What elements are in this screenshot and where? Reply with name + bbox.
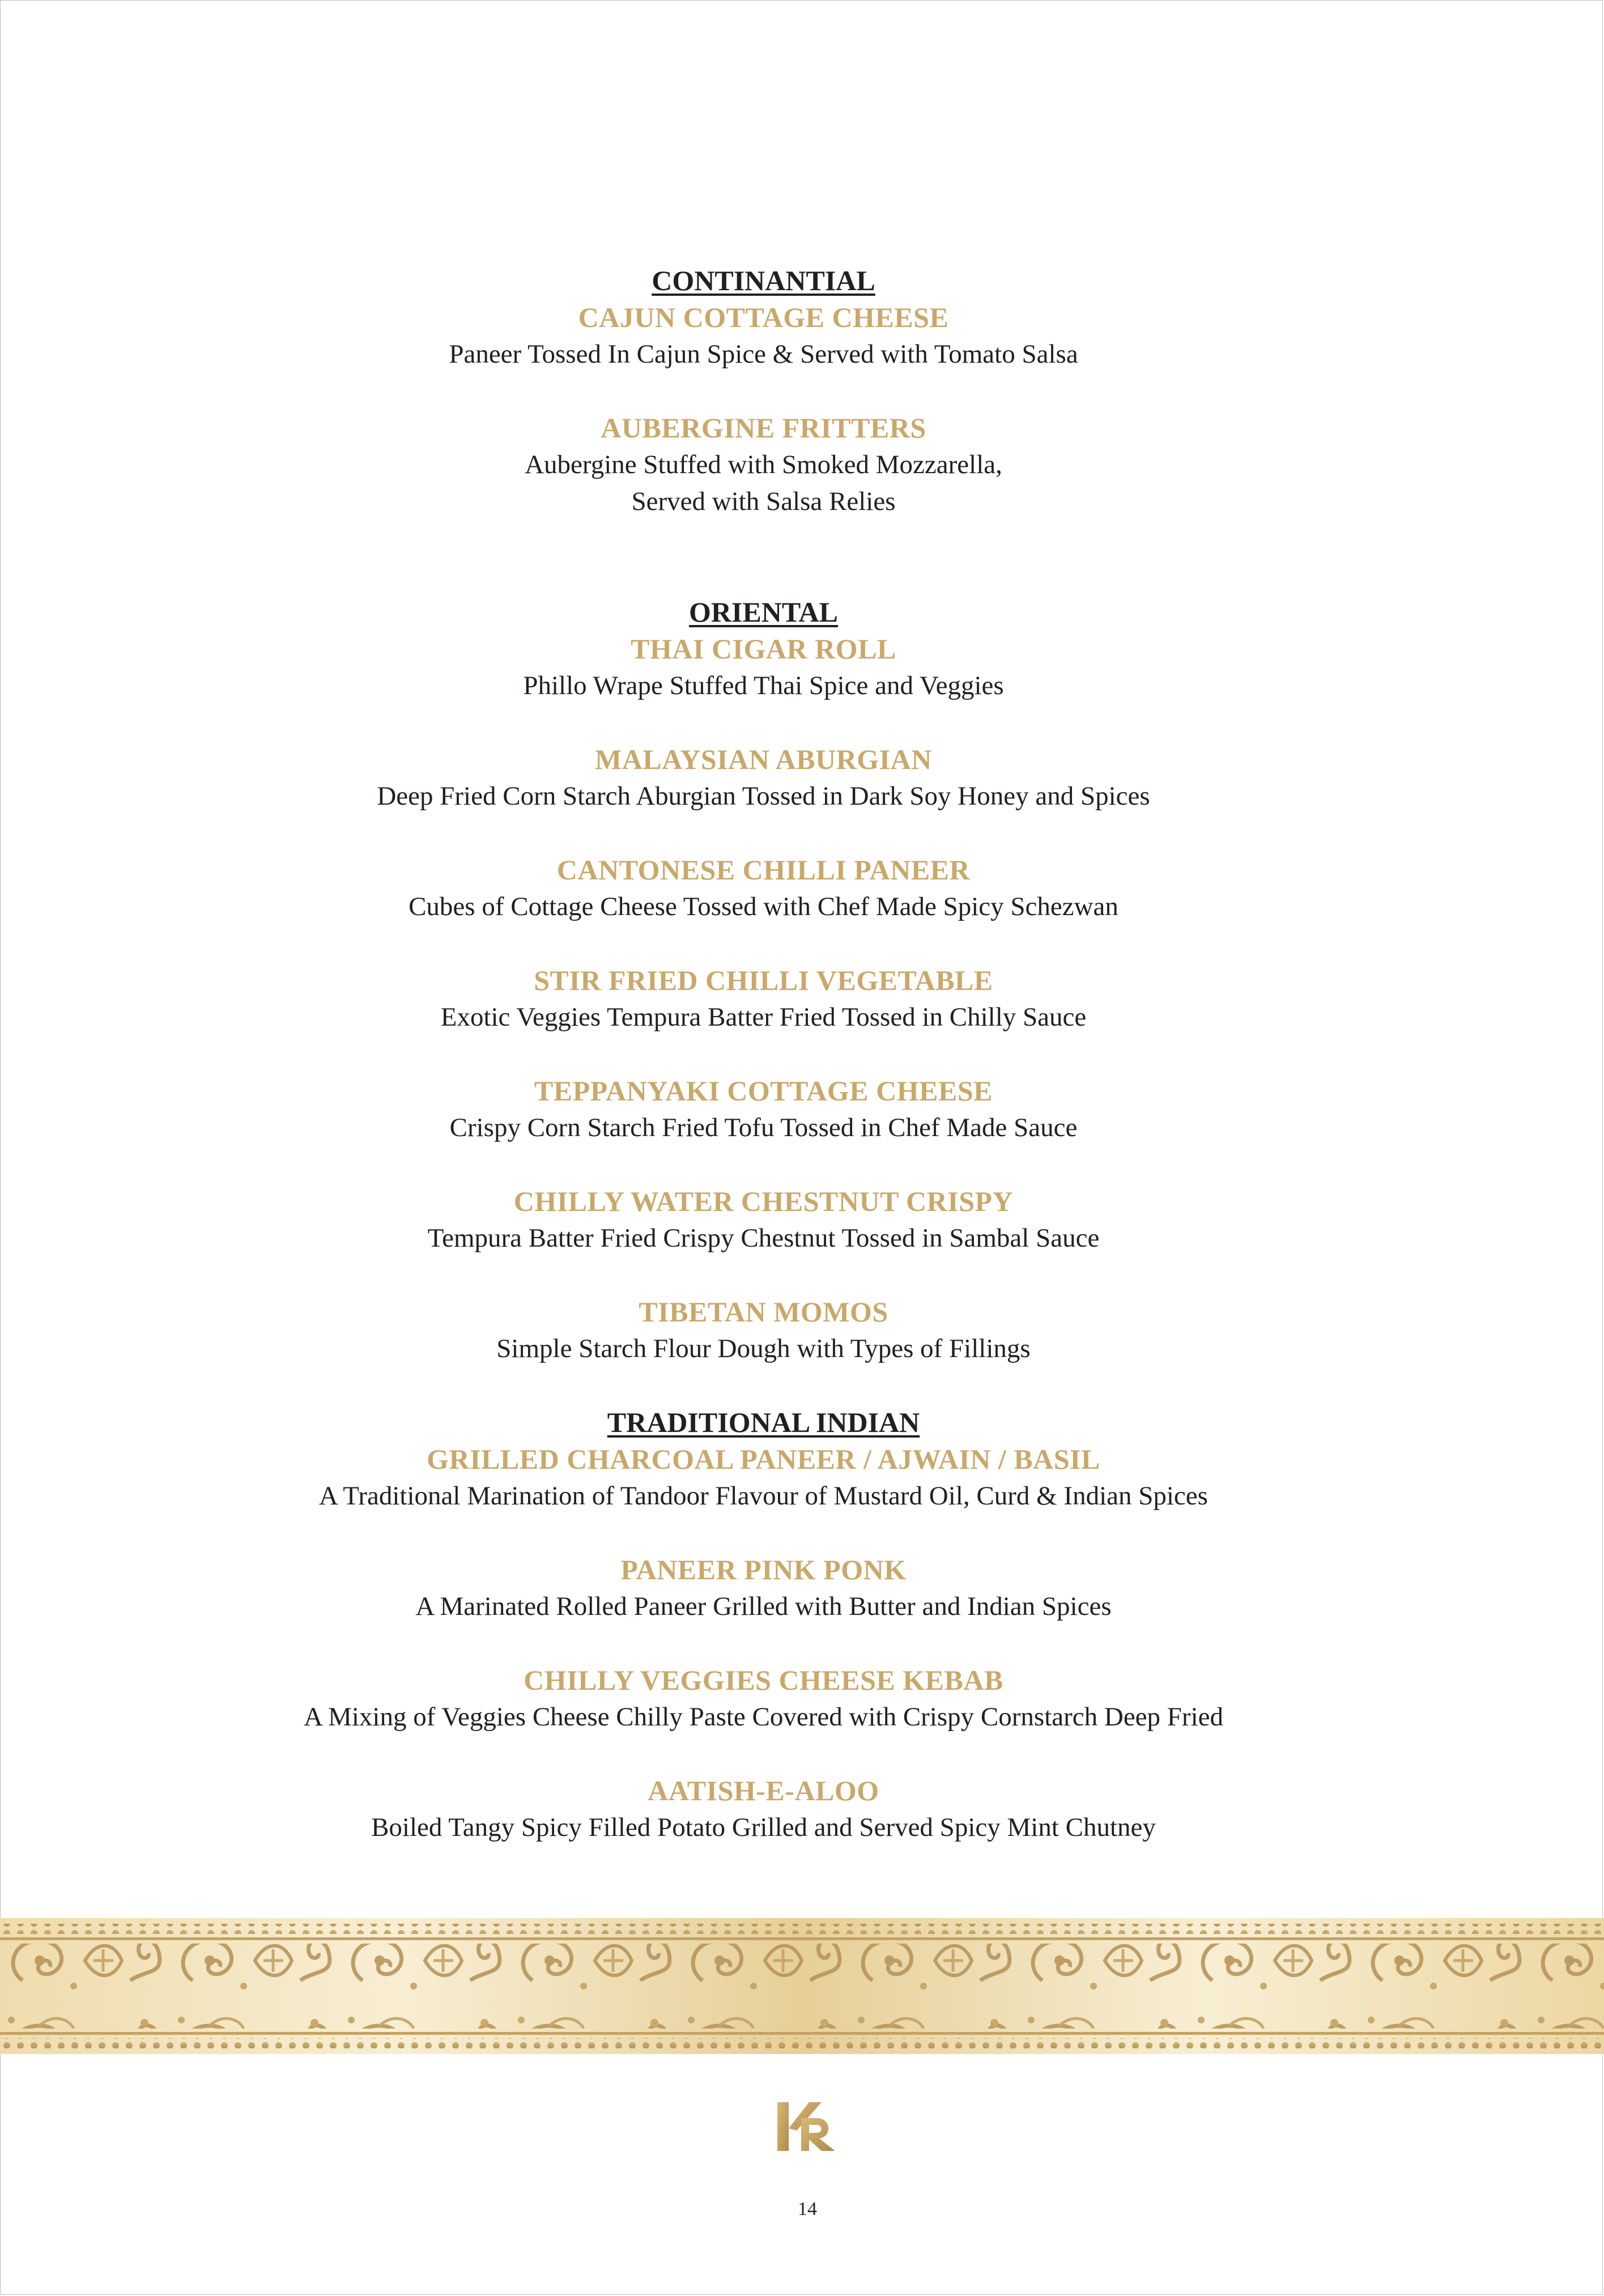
menu-item <box>0 1073 1527 1146</box>
item-description: Boiled Tangy Spicy Filled Potato Grilled and Served Spicy Mint Chutney <box>371 1813 1156 1842</box>
section-heading: CONTINANTIAL <box>652 265 875 296</box>
item-name: THAI CIGAR ROLL <box>631 633 896 665</box>
item-description: Simple Starch Flour Dough with Types of Fillings <box>496 1334 1031 1363</box>
menu-item <box>0 1772 1527 1846</box>
item-name: CAJUN COTTAGE CHEESE <box>578 301 949 333</box>
section-oriental <box>0 594 1527 1367</box>
decorative-paisley-border <box>0 1918 1604 2054</box>
item-description: Cubes of Cottage Cheese Tossed with Chef Made Spicy Schezwan <box>409 892 1118 921</box>
menu-item <box>0 962 1527 1036</box>
menu-item <box>0 1662 1527 1736</box>
item-name: STIR FRIED CHILLI VEGETABLE <box>534 964 993 996</box>
menu-item <box>0 1294 1527 1367</box>
menu-content <box>0 262 1527 1846</box>
item-description: Served with Salsa Relies <box>631 487 896 516</box>
item-name: CANTONESE CHILLI PANEER <box>556 854 971 886</box>
kr-monogram-logo <box>776 2101 839 2152</box>
item-description: A Marinated Rolled Paneer Grilled with Butter and Indian Spices <box>415 1592 1112 1621</box>
menu-item <box>0 299 1527 373</box>
menu-item <box>0 631 1527 704</box>
item-description: Tempura Batter Fried Crispy Chestnut Tossed in Sambal Sauce <box>427 1223 1100 1253</box>
item-name: TEPPANYAKI COTTAGE CHEESE <box>534 1075 993 1107</box>
item-description: Deep Fried Corn Starch Aburgian Tossed in Dark Soy Honey and Spices <box>377 781 1150 811</box>
menu-item <box>0 1551 1527 1625</box>
section-traditional-indian <box>0 1404 1527 1846</box>
item-description: A Traditional Marination of Tandoor Flavour of Mustard Oil, Curd & Indian Spices <box>319 1481 1208 1511</box>
item-name: CHILLY VEGGIES CHEESE KEBAB <box>524 1664 1003 1696</box>
item-description: Aubergine Stuffed with Smoked Mozzarella, <box>525 450 1002 479</box>
item-description: A Mixing of Veggies Cheese Chilly Paste Covered with Crispy Cornstarch Deep Fried <box>303 1702 1224 1732</box>
section-heading: TRADITIONAL INDIAN <box>607 1406 920 1438</box>
menu-item <box>0 1183 1527 1257</box>
menu-item <box>0 741 1527 815</box>
item-name: GRILLED CHARCOAL PANEER / AJWAIN / BASIL <box>427 1443 1100 1475</box>
item-description: Exotic Veggies Tempura Batter Fried Tossed in Chilly Sauce <box>440 1002 1087 1032</box>
menu-item <box>0 410 1527 520</box>
section-heading: ORIENTAL <box>688 596 838 628</box>
item-description: Phillo Wrape Stuffed Thai Spice and Veggies <box>523 671 1004 700</box>
item-name: AATISH-E-ALOO <box>648 1775 879 1806</box>
item-name: MALAYSIAN ABURGIAN <box>595 743 932 775</box>
section-continental <box>0 262 1527 520</box>
menu-item <box>0 852 1527 925</box>
menu-item <box>0 1441 1527 1515</box>
item-description: Crispy Corn Starch Fried Tofu Tossed in Chef Made Sauce <box>449 1113 1078 1142</box>
page-number: 14 <box>798 2199 817 2220</box>
item-name: TIBETAN MOMOS <box>639 1296 888 1328</box>
item-name: CHILLY WATER CHESTNUT CRISPY <box>513 1185 1014 1217</box>
item-description: Paneer Tossed In Cajun Spice & Served with Tomato Salsa <box>449 339 1078 369</box>
item-name: AUBERGINE FRITTERS <box>601 412 926 444</box>
item-name: PANEER PINK PONK <box>620 1554 907 1585</box>
